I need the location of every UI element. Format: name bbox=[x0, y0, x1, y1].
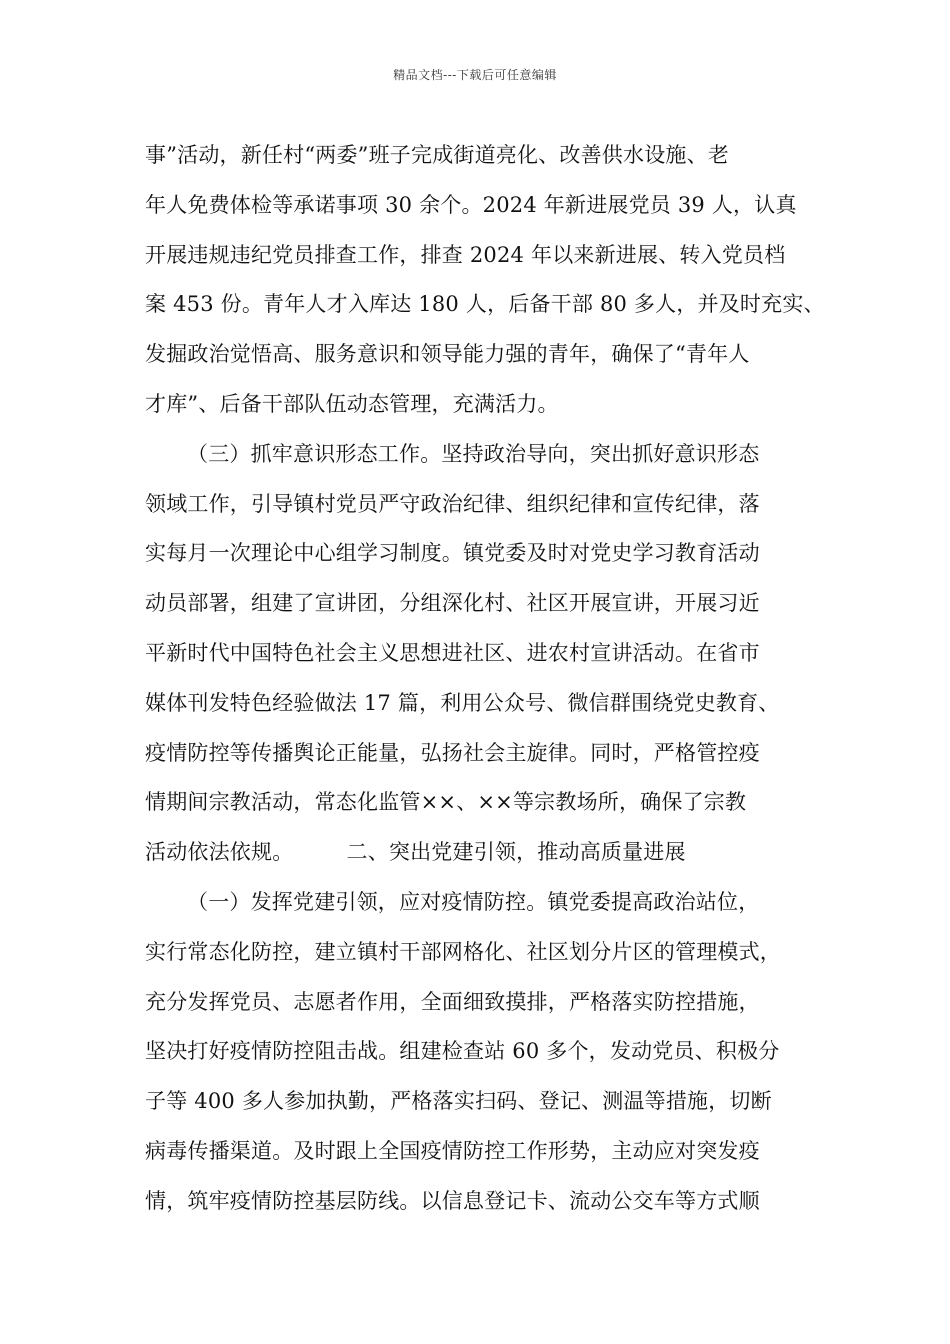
text-line: 平新时代中国特色社会主义思想进社区、进农村宣讲活动。在省市 bbox=[145, 640, 760, 665]
paragraph-start-line: （三）抓牢意识形态工作。坚持政治导向，突出抓好意识形态 bbox=[187, 441, 760, 466]
text-line: 领域工作，引导镇村党员严守政治纪律、组织纪律和宣传纪律，落 bbox=[145, 491, 760, 516]
text-line: 发掘政治觉悟高、服务意识和领导能力强的青年，确保了“青年人 bbox=[145, 342, 750, 367]
text-line: 情，筑牢疫情防控基层防线。以信息登记卡、流动公交车等方式顺 bbox=[145, 1188, 760, 1213]
text-line: 充分发挥党员、志愿者作用，全面细致摸排，严格落实防控措施， bbox=[145, 989, 760, 1014]
text-line: 才库”、后备干部队伍动态管理，充满活力。 bbox=[145, 391, 559, 416]
document-body bbox=[145, 131, 825, 1227]
text-line: 动员部署，组建了宣讲团，分组深化村、社区开展宣讲，开展习近 bbox=[145, 591, 760, 616]
text-line: 事”活动，新任村“两委”班子完成街道亮化、改善供水设施、老 bbox=[145, 143, 730, 167]
page-header: 精品文档---下载后可任意编辑 bbox=[393, 68, 557, 82]
text-line: 实行常态化防控，建立镇村干部网格化、社区划分片区的管理模式， bbox=[145, 939, 781, 964]
text-line: 媒体刊发特色经验做法 17 篇，利用公众号、微信群围绕党史教育、 bbox=[145, 690, 780, 715]
text-line: 情期间宗教活动，常态化监管××、××等宗教场所，确保了宗教 bbox=[145, 790, 747, 815]
paragraph-start-line: （一）发挥党建引领，应对疫情防控。镇党委提高政治站位， bbox=[187, 889, 760, 914]
text-line: 子等 400 多人参加执勤，严格落实扫码、登记、测温等措施，切断 bbox=[145, 1089, 772, 1114]
text-line: 疫情防控等传播舆论正能量，弘扬社会主旋律。同时，严格管控疫 bbox=[145, 740, 760, 765]
text-line: 病毒传播渠道。及时跟上全国疫情防控工作形势，主动应对突发疫 bbox=[145, 1138, 760, 1163]
text-line: 实每月一次理论中心组学习制度。镇党委及时对党史学习教育活动 bbox=[145, 541, 760, 566]
text-line: 案 453 份。青年人才入库达 180 人，后备干部 80 多人，并及时充实、 bbox=[145, 292, 825, 317]
text-line: 开展违规违纪党员排查工作，排查 2024 年以来新进展、转入党员档 bbox=[145, 242, 786, 267]
text-line: 坚决打好疫情防控阻击战。组建检查站 60 多个，发动党员、积极分 bbox=[145, 1039, 780, 1064]
text-line: 年人免费体检等承诺事项 30 余个。2024 年新进展党员 39 人，认真 bbox=[145, 192, 797, 217]
text-line-with-section-heading: 活动依法依规。 二、突出党建引领，推动高质量进展 bbox=[145, 840, 686, 865]
